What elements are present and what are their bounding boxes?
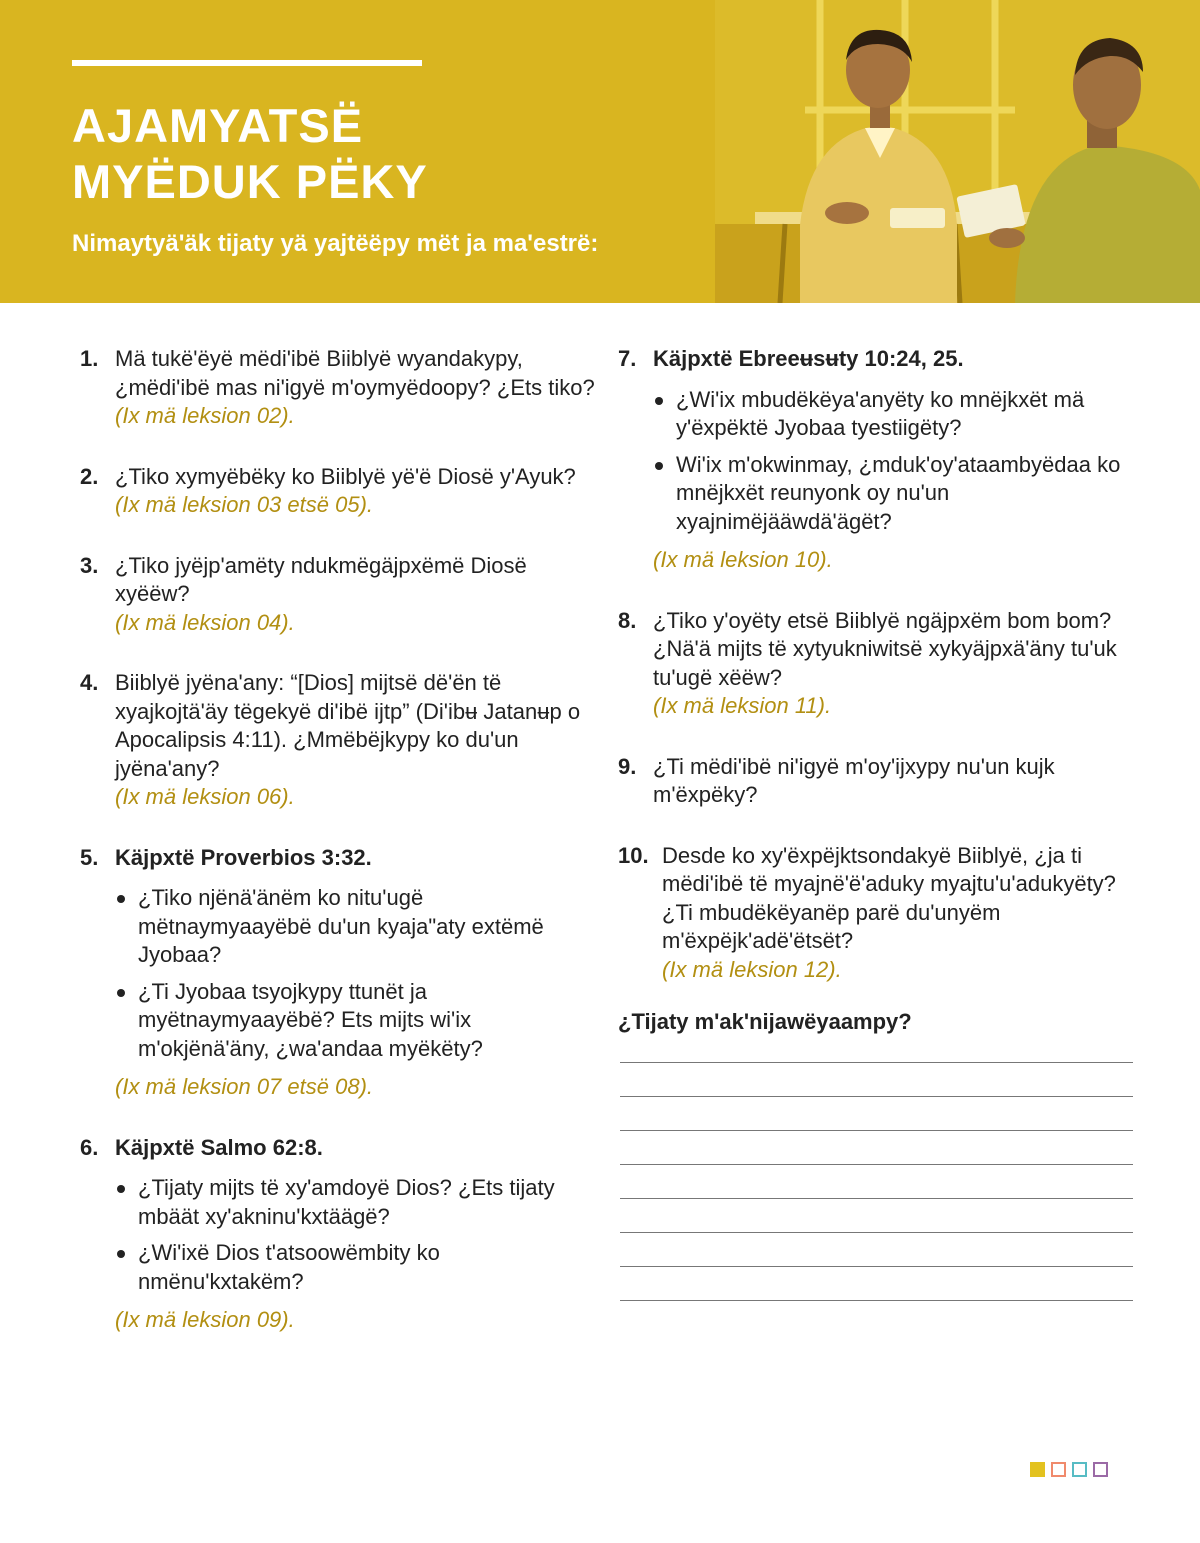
- lesson-reference: (Ix mä leksion 03 etsë 05).: [115, 492, 374, 517]
- question-number: 8.: [618, 607, 637, 633]
- question-4: [80, 669, 600, 812]
- question-text: ¿Tiko y'oyëty etsë Biiblyë ngäjpxëm bom bom? ¿Nä'ä mijts të xytyukniwitsë xykyäjpxä'äny tu'uk tu'ugë xëëw?: [653, 607, 1117, 690]
- question-6: [80, 1134, 600, 1335]
- notes-line: [620, 1232, 1133, 1233]
- question-number: 9.: [618, 753, 637, 779]
- title-line-2: MYËDUK PËKY: [72, 155, 428, 208]
- notes-lines: [620, 1062, 1133, 1334]
- title-line-1: AJAMYATSË: [72, 99, 364, 152]
- header-banner: [0, 0, 1200, 303]
- question-10: [618, 842, 1138, 985]
- question-text: ¿Ti mëdi'ibë ni'igyë m'oy'ijxypy nu'un kujk m'ëxpëky?: [653, 753, 1055, 807]
- questions-left-column: [80, 345, 600, 1367]
- lesson-reference: (Ix mä leksion 10).: [653, 547, 833, 572]
- lesson-reference: (Ix mä leksion 12).: [662, 956, 842, 982]
- discussion-points: [115, 884, 600, 1063]
- square-filled-icon: [1030, 1462, 1045, 1477]
- scripture-heading: Käjpxtë Salmo 62:8.: [115, 1134, 323, 1160]
- question-2: [80, 463, 600, 520]
- scripture-heading: Käjpxtë Proverbios 3:32.: [115, 844, 372, 870]
- notes-line: [620, 1266, 1133, 1267]
- question-3: [80, 552, 600, 638]
- square-outline-icon: [1051, 1462, 1066, 1477]
- discussion-points: [115, 1174, 600, 1296]
- question-5: [80, 844, 600, 1102]
- brand-squares: [1030, 1462, 1108, 1477]
- question-number: 3.: [80, 552, 99, 578]
- lesson-reference: (Ix mä leksion 06).: [115, 784, 295, 809]
- title-rule: [72, 60, 422, 66]
- page-title: [72, 98, 428, 210]
- question-1: [80, 345, 600, 431]
- question-8: [618, 607, 1138, 721]
- question-text: Desde ko xy'ëxpëjktsondakyë Biiblyë, ¿ja ti mëdi'ibë të myajnë'ë'aduky myajtu'u'adukyëty? ¿Ti mbudëkëyanëp parë du'unyëm m'ëxpëjk'adë'ëtsët?: [662, 842, 1116, 953]
- question-text: ¿Tiko xymyëbëky ko Biiblyë yë'ë Diosë y'Ayuk?: [115, 463, 576, 489]
- question-number: 10.: [618, 842, 649, 868]
- lesson-reference: (Ix mä leksion 11).: [653, 693, 832, 718]
- questions-right-column: [618, 345, 1138, 1016]
- question-number: 6.: [80, 1134, 99, 1160]
- lesson-reference: (Ix mä leksion 09).: [115, 1307, 295, 1332]
- question-number: 4.: [80, 670, 99, 695]
- discussion-point: ¿Tijaty mijts të xy'amdoyë Dios? ¿Ets tijaty mbäät xy'akninu'kxtäägë?: [115, 1174, 600, 1231]
- discussion-point: ¿Tiko njënä'änëm ko nitu'ugë mëtnaymyaayëbë du'un kyaja"aty extëmë Jyobaa?: [115, 884, 600, 970]
- notes-line: [620, 1062, 1133, 1063]
- notes-heading: ¿Tijaty m'ak'nijawëyaampy?: [618, 1009, 912, 1034]
- question-number: 2.: [80, 463, 99, 489]
- discussion-point: ¿Wi'ix mbudëkëya'anyëty ko mnëjkxët mä y'ëxpëktë Jyobaa tyestiigëty?: [653, 386, 1138, 443]
- lesson-reference: (Ix mä leksion 02).: [115, 403, 295, 428]
- lesson-reference: (Ix mä leksion 04).: [115, 609, 295, 635]
- notes-line: [620, 1096, 1133, 1097]
- question-text: Biiblyë jyëna'any: “[Dios] mijtsë dë'ën të xyajkojtä'äy tëgekyë di'ibë ijtp” (Di'ibʉ Jatanʉp o Apocalipsis 4:11). ¿Mmëbëjkypy ko du'un jyëna'any?: [115, 670, 581, 781]
- notes-line: [620, 1300, 1133, 1301]
- square-outline-icon: [1072, 1462, 1087, 1477]
- scripture-heading: Käjpxtë Ebreeʉsʉty 10:24, 25.: [653, 346, 964, 371]
- lesson-reference: (Ix mä leksion 07 etsë 08).: [115, 1074, 374, 1099]
- question-number: 5.: [80, 844, 99, 870]
- page-subtitle: Nimaytyä'äk tijaty yä yajtëëpy mët ja ma'estrë:: [72, 230, 599, 257]
- question-text: ¿Tiko jyëjp'amëty ndukmëgäjpxëmë Diosë xyëëw?: [115, 552, 527, 606]
- question-9: [618, 753, 1138, 810]
- question-7: [618, 345, 1138, 575]
- study-illustration: [715, 0, 1200, 303]
- discussion-point: ¿Wi'ixë Dios t'atsoowëmbity ko nmënu'kxtakëm?: [115, 1239, 600, 1296]
- discussion-point: Wi'ix m'okwinmay, ¿mduk'oy'ataambyëdaa ko mnëjkxët reunyonk oy nu'un xyajnimëjääwdä'ägët?: [653, 451, 1138, 537]
- notes-line: [620, 1164, 1133, 1165]
- question-number: 1.: [80, 346, 99, 371]
- square-outline-icon: [1093, 1462, 1108, 1477]
- discussion-points: [653, 386, 1138, 537]
- question-text: Mä tukë'ëyë mëdi'ibë Biiblyë wyandakypy, ¿mëdi'ibë mas ni'igyë m'oymyëdoopy? ¿Ets tiko?: [115, 346, 595, 400]
- notes-line: [620, 1130, 1133, 1131]
- discussion-point: ¿Ti Jyobaa tsyojkypy ttunët ja myëtnaymyaayëbë? Ets mijts wi'ix m'okjënä'äny, ¿wa'andaa myëkëty?: [115, 978, 600, 1064]
- notes-line: [620, 1198, 1133, 1199]
- question-number: 7.: [618, 346, 637, 371]
